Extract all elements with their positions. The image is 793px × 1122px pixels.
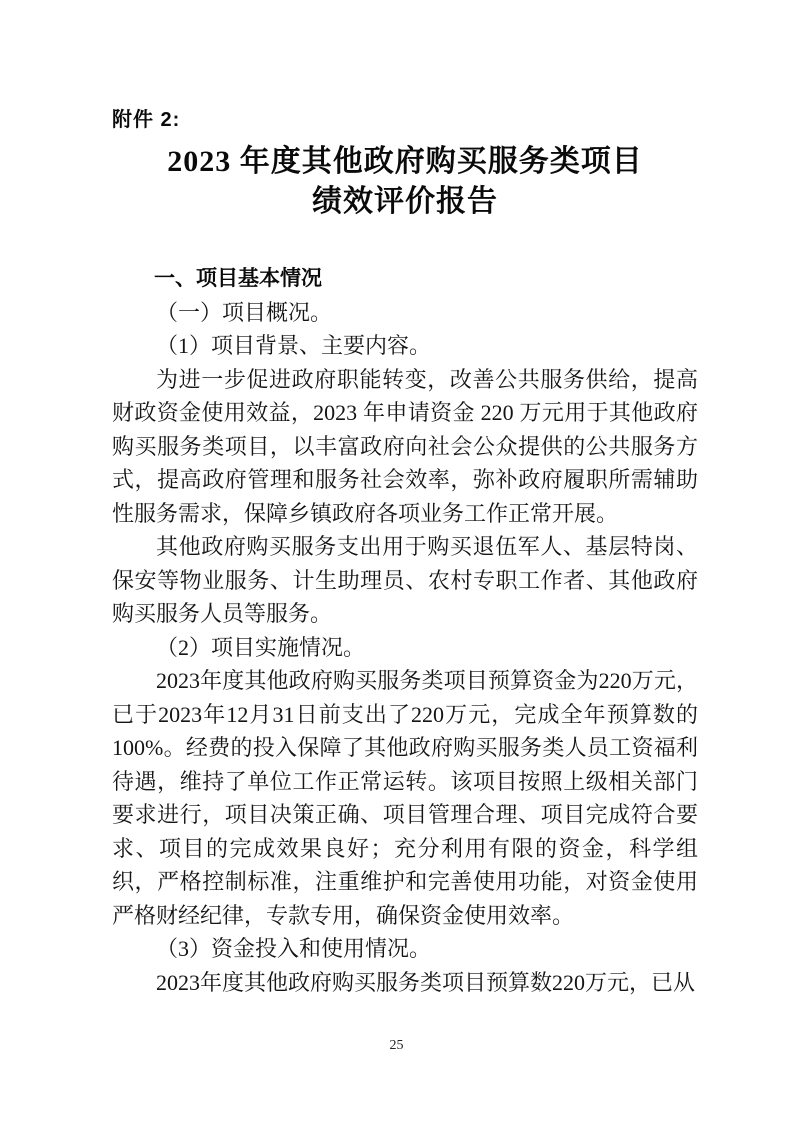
sub-heading-project-background: （1）项目背景、主要内容。 bbox=[156, 333, 432, 358]
section-heading: 一、项目基本情况 bbox=[154, 267, 322, 290]
sub-heading-funding-usage: （3）资金投入和使用情况。 bbox=[156, 936, 432, 961]
body-paragraph-implementation: 2023年度其他政府购买服务类项目预算资金为220万元，已于2023年12月31日前支出了220万元，完成全年预算数的100%。经费的投入保障了其他政府购买服务类人员工资福利待遇，维持了单位工作正常运转。该项目按照上级相关部门要求进行，项目决策正确、项目管理合理、项目完成符合要求、项目的完成效果良好；充分利用有限的资金，科学组织，严格控制标准，注重维护和完善使用功能，对资金使用严格财经纪律，专款专用，确保资金使用效率。 bbox=[112, 668, 698, 928]
body-paragraph-service-scope: 其他政府购买服务支出用于购买退伍军人、基层特岗、保安等物业服务、计生助理员、农村专职工作者、其他政府购买服务人员等服务。 bbox=[112, 534, 698, 626]
document-body bbox=[112, 262, 698, 999]
page-number: 25 bbox=[389, 1038, 404, 1053]
report-title bbox=[112, 142, 698, 222]
report-title-line1: 2023 年度其他政府购买服务类项目 bbox=[167, 145, 643, 178]
report-title-line2: 绩效评价报告 bbox=[312, 185, 498, 218]
body-paragraph-background: 为进一步促进政府职能转变，改善公共服务供给，提高财政资金使用效益，2023 年申请资金 220 万元用于其他政府购买服务类项目，以丰富政府向社会公众提供的公共服务方式，提高政府管理和服务社会效率，弥补政府履职所需辅助性服务需求，保障乡镇政府各项业务工作正常开展。 bbox=[112, 366, 698, 526]
body-paragraph-funding: 2023年度其他政府购买服务类项目预算数220万元，已从 bbox=[156, 969, 696, 995]
attachment-label: 附件 2: bbox=[112, 109, 181, 131]
sub-heading-project-overview: （一）项目概况。 bbox=[156, 299, 333, 325]
sub-heading-project-implementation: （2）项目实施情况。 bbox=[156, 634, 366, 660]
